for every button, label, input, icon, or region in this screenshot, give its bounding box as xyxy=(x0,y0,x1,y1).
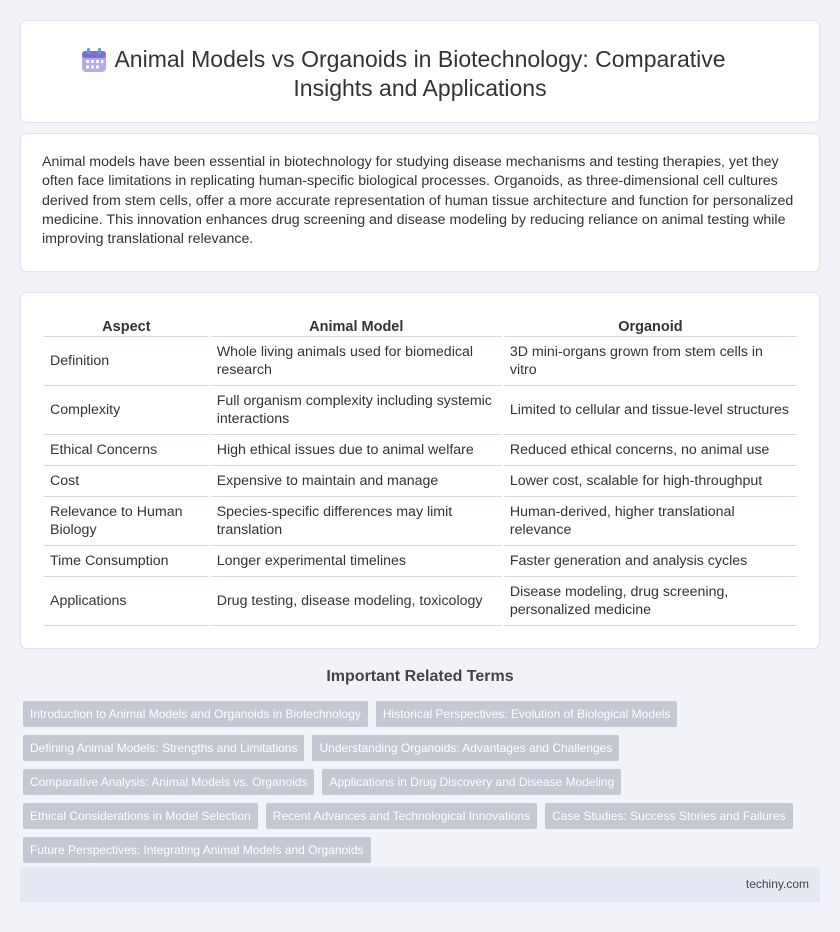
table-row xyxy=(44,466,797,497)
related-term-link[interactable]: Defining Animal Models: Strengths and Limitations xyxy=(23,735,304,761)
intro-card xyxy=(20,133,820,272)
table-cell: Full organism complexity including systemic interactions xyxy=(211,386,502,435)
table-row xyxy=(44,497,797,546)
table-cell: Time Consumption xyxy=(44,546,209,577)
related-term-link[interactable]: Recent Advances and Technological Innovations xyxy=(266,803,537,829)
header-animal-model: Animal Model xyxy=(211,315,502,337)
table-cell: Relevance to Human Biology xyxy=(44,497,209,546)
header-organoid: Organoid xyxy=(504,315,797,337)
page-title-line2: Insights and Applications xyxy=(293,75,547,101)
related-term-link[interactable]: Case Studies: Success Stories and Failures xyxy=(545,803,792,829)
table-header-row xyxy=(44,315,797,337)
table-cell: Drug testing, disease modeling, toxicology xyxy=(211,577,502,626)
table-cell: Applications xyxy=(44,577,209,626)
page-title-line1: Animal Models vs Organoids in Biotechnology: Comparative xyxy=(114,46,726,72)
related-terms-list xyxy=(23,701,823,863)
footer xyxy=(20,867,820,902)
table-row xyxy=(44,546,797,577)
table-cell: Human-derived, higher translational relevance xyxy=(504,497,797,546)
page-title xyxy=(114,45,725,103)
related-term-link[interactable]: Future Perspectives: Integrating Animal Models and Organoids xyxy=(23,837,371,863)
table-cell: Definition xyxy=(44,337,209,386)
table-row xyxy=(44,577,797,626)
footer-site-name[interactable]: techiny.com xyxy=(745,877,809,891)
related-term-link[interactable]: Applications in Drug Discovery and Disease Modeling xyxy=(322,769,621,795)
table-cell: Ethical Concerns xyxy=(44,435,209,466)
table-row xyxy=(44,337,797,386)
table-cell: Limited to cellular and tissue-level structures xyxy=(504,386,797,435)
table-cell: Lower cost, scalable for high-throughput xyxy=(504,466,797,497)
related-term-link[interactable]: Understanding Organoids: Advantages and Challenges xyxy=(312,735,619,761)
table-cell: Whole living animals used for biomedical research xyxy=(211,337,502,386)
related-term-link[interactable]: Comparative Analysis: Animal Models vs. Organoids xyxy=(23,769,314,795)
table-cell: Expensive to maintain and manage xyxy=(211,466,502,497)
table-cell: Disease modeling, drug screening, personalized medicine xyxy=(504,577,797,626)
table-cell: Cost xyxy=(44,466,209,497)
table-cell: Species-specific differences may limit translation xyxy=(211,497,502,546)
related-term-link[interactable]: Ethical Considerations in Model Selection xyxy=(23,803,258,829)
table-row xyxy=(44,386,797,435)
table-row xyxy=(44,435,797,466)
table-cell: High ethical issues due to animal welfare xyxy=(211,435,502,466)
table-cell: Faster generation and analysis cycles xyxy=(504,546,797,577)
table-cell: Complexity xyxy=(44,386,209,435)
related-terms-heading: Important Related Terms xyxy=(326,668,514,685)
related-term-link[interactable]: Historical Perspectives: Evolution of Biological Models xyxy=(376,701,677,727)
header-aspect: Aspect xyxy=(44,315,209,337)
table-cell: Longer experimental timelines xyxy=(211,546,502,577)
table-cell: 3D mini-organs grown from stem cells in vitro xyxy=(504,337,797,386)
title-card xyxy=(20,20,820,123)
related-term-link[interactable]: Introduction to Animal Models and Organoids in Biotechnology xyxy=(23,701,368,727)
table-cell: Reduced ethical concerns, no animal use xyxy=(504,435,797,466)
intro-paragraph: Animal models have been essential in biotechnology for studying disease mechanisms and testing therapies, yet they often face limitations in replicating human-specific biological processes. Organoids, as three-dimensional cell cultures derived from stem cells, offer a more accurate representation of human tissue architecture and function for personalized medicine. This innovation enhances drug screening and disease modeling by reducing reliance on animal testing while improving translational relevance. xyxy=(42,154,794,248)
comparison-card xyxy=(20,292,820,649)
comparison-table xyxy=(42,315,799,626)
